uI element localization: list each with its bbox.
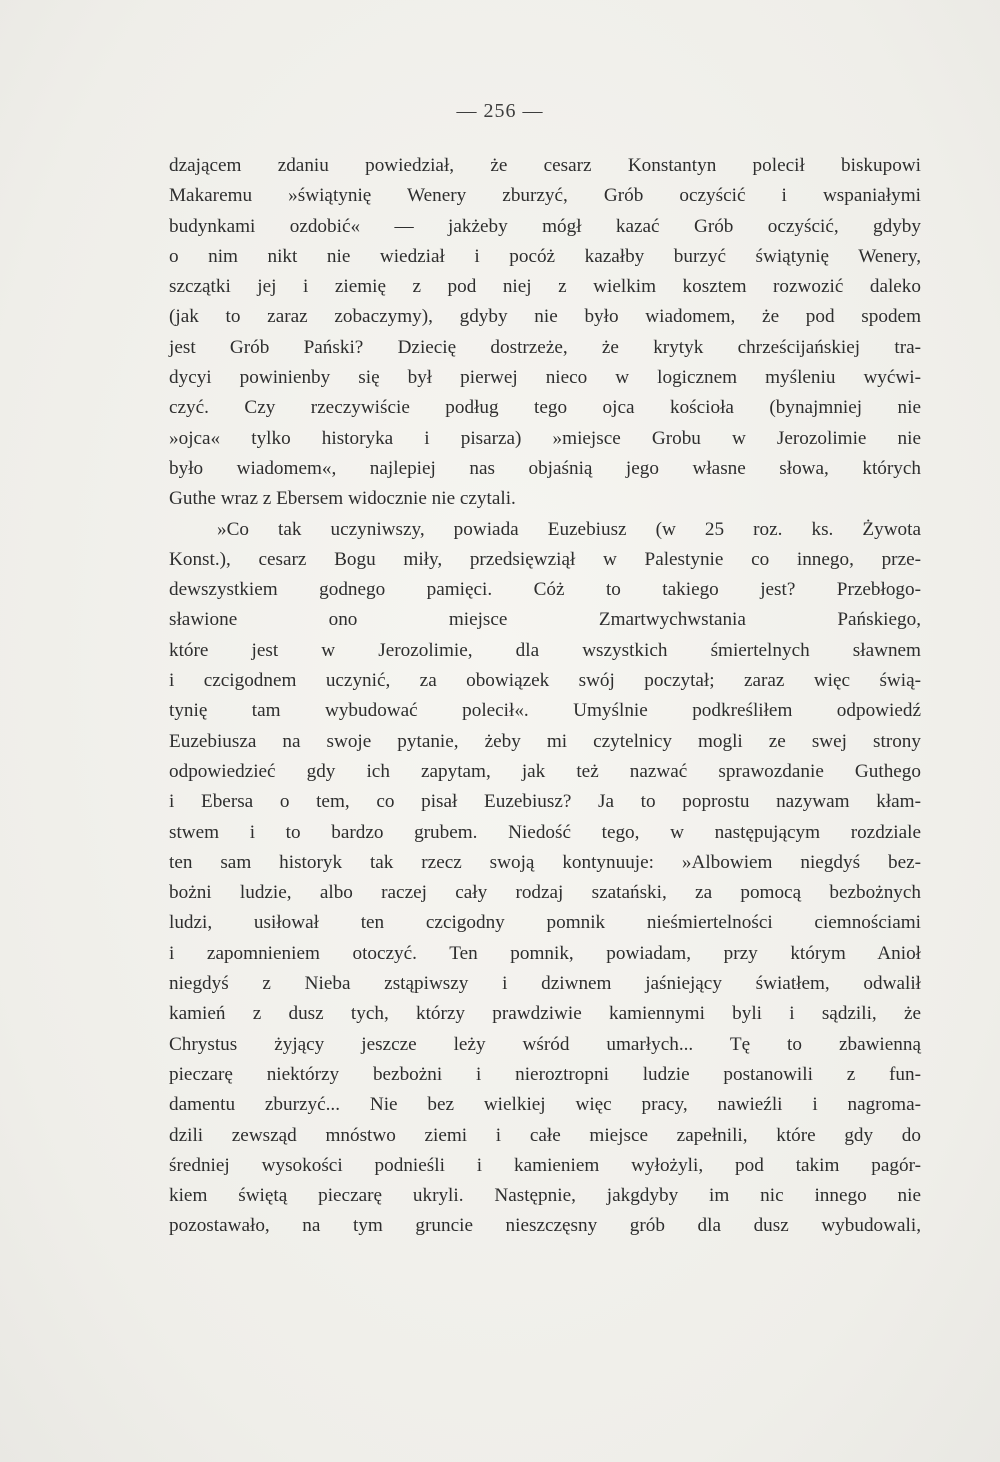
text-line: o nim nikt nie wiedział i pocóż kazałby burzyć świątynię Wenery, — [169, 245, 921, 267]
page-number-header: — 256 — — [456, 100, 544, 122]
text-line: odpowiedzieć gdy ich zapytam, jak też nazwać sprawozdanie Guthego — [169, 760, 921, 782]
text-line: i czcigodnem uczynić, za obowiązek swój poczytał; zaraz więc świą- — [169, 670, 921, 692]
text-line: Euzebiusza na swoje pytanie, żeby mi czytelnicy mogli ze swej strony — [169, 730, 921, 752]
text-line: Makaremu »świątynię Wenery zburzyć, Grób oczyścić i wspaniałymi — [169, 185, 921, 207]
text-line: dzającem zdaniu powiedział, że cesarz Konstantyn polecił biskupowi — [169, 155, 921, 176]
text-line: dycyi powinienby się był pierwej nieco w logicznem myśleniu wyćwi- — [169, 367, 921, 389]
text-line: czyć. Czy rzeczywiście podług tego ojca kościoła (bynajmniej nie — [169, 397, 921, 419]
text-line: szczątki jej i ziemię z pod niej z wielkim kosztem rozwozić daleko — [169, 276, 921, 298]
text-line: kiem świętą pieczarę ukryli. Następnie, jakgdyby im nic innego nie — [169, 1185, 921, 1207]
text-line: i Ebersa o tem, co pisał Euzebiusz? Ja to poprostu nazywam kłam- — [169, 791, 921, 813]
text-line: jest Grób Pański? Dziecię dostrzeże, że krytyk chrześcijańskiej tra- — [169, 336, 921, 358]
text-line: dewszystkiem godnego pamięci. Cóż to takiego jest? Przebłogo- — [169, 579, 921, 601]
text-line: było wiadomem«, najlepiej nas objaśnią jego własne słowa, których — [169, 457, 921, 479]
text-line: ludzi, usiłował ten czcigodny pomnik nieśmiertelności ciemnościami — [169, 912, 921, 934]
text-line: tynię tam wybudować polecił«. Umyślnie podkreśliłem odpowiedź — [169, 700, 921, 722]
text-line: »ojca« tylko historyka i pisarza) »miejsce Grobu w Jerozolimie nie — [169, 427, 921, 449]
text-line: i zapomnieniem otoczyć. Ten pomnik, powiadam, przy którym Anioł — [169, 942, 921, 964]
text-line: budynkami ozdobić« — jakżeby mógł kazać Grób oczyścić, gdyby — [169, 215, 921, 237]
text-line: dzili zewsząd mnóstwo ziemi i całe miejsce zapełnili, które gdy do — [169, 1124, 921, 1146]
text-line: ten sam historyk tak rzecz swoją kontynuuje: »Albowiem niegdyś bez- — [169, 851, 921, 873]
text-line: »Co tak uczyniwszy, powiada Euzebiusz (w 25 roz. ks. Żywota — [217, 518, 921, 540]
text-line: pozostawało, na tym gruncie nieszczęsny grób dla dusz wybudowali, — [169, 1215, 921, 1237]
text-line: (jak to zaraz zobaczymy), gdyby nie było wiadomem, że pod spodem — [169, 306, 921, 328]
text-line: bożni ludzie, albo raczej cały rodzaj szatański, za pomocą bezbożnych — [169, 882, 921, 904]
text-line: niegdyś z Nieba zstąpiwszy i dziwnem jaśniejący światłem, odwalił — [169, 973, 921, 995]
text-line: które jest w Jerozolimie, dla wszystkich śmiertelnych sławnem — [169, 639, 921, 661]
text-line: kamień z dusz tych, którzy prawdziwie kamiennymi byli i sądzili, że — [169, 1003, 921, 1025]
text-line: stwem i to bardzo grubem. Niedość tego, w następującym rozdziale — [169, 821, 921, 843]
text-line: sławione ono miejsce Zmartwychwstania Pańskiego, — [169, 609, 921, 631]
text-line: Chrystus żyjący jeszcze leży wśród umarłych... Tę to zbawienną — [169, 1033, 921, 1055]
text-line: damentu zburzyć... Nie bez wielkiej więc pracy, nawieźli i nagroma- — [169, 1094, 921, 1116]
body-text — [169, 151, 921, 1242]
text-line: Konst.), cesarz Bogu miły, przedsięwziął w Palestynie co innego, prze- — [169, 548, 921, 570]
text-line: pieczarę niektórzy bezbożni i nieroztropni ludzie postanowili z fun- — [169, 1063, 921, 1085]
text-line: Guthe wraz z Ebersem widocznie nie czytali. — [169, 488, 516, 510]
text-line: średniej wysokości podnieśli i kamieniem wyłożyli, pod takim pagór- — [169, 1154, 921, 1176]
